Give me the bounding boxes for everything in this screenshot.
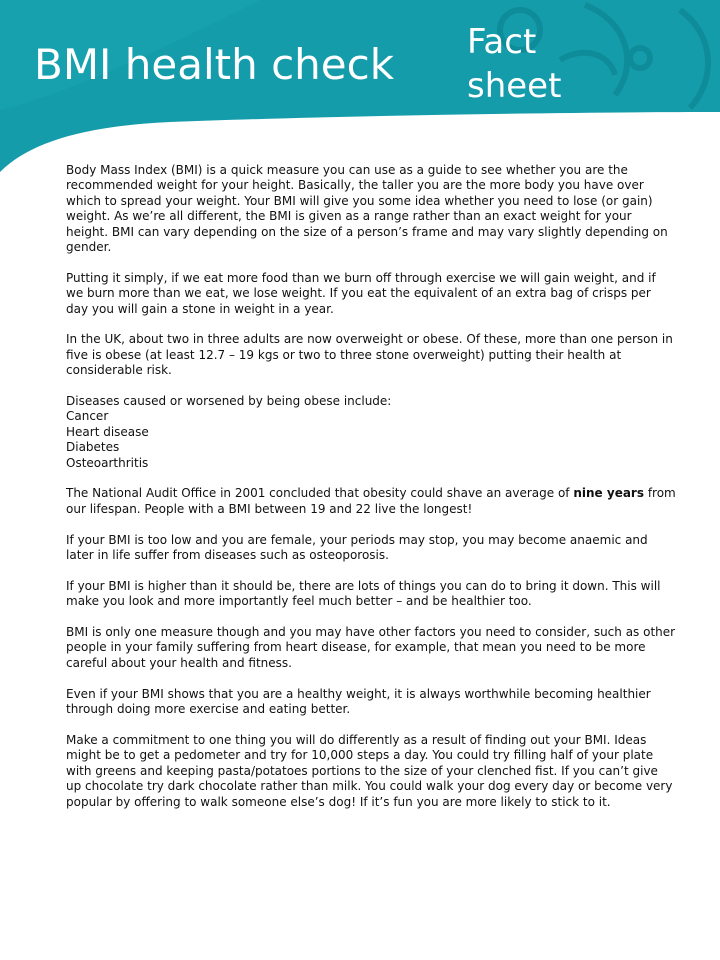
disease-item-osteoarthritis: Osteoarthritis xyxy=(66,455,149,470)
disease-item-cancer: Cancer xyxy=(66,409,109,424)
paragraph-lifespan xyxy=(66,486,676,517)
header-banner xyxy=(0,0,720,175)
lifespan-text-start: The National Audit Office in 2001 concluded that obesity could shave an average of xyxy=(66,486,574,501)
paragraph-high-bmi: If your BMI is higher than it should be, there are lots of things you can do to bring it down. This will make you look and more importantly feel much better – and be healthier too. xyxy=(66,578,661,609)
paragraph-low-bmi: If your BMI is too low and you are female, your periods may stop, you may become anaemic and later in life suffer from diseases such as osteoporosis. xyxy=(66,532,648,563)
disease-item-heart-disease: Heart disease xyxy=(66,424,149,439)
fact-sheet-label xyxy=(467,20,617,108)
diseases-list xyxy=(66,409,676,471)
lifespan-highlight: nine years xyxy=(573,486,644,501)
paragraph-uk-statistics: In the UK, about two in three adults are now overweight or obese. Of these, more than one person in five is obese (at least 12.7 – 19 kgs or two to three stone overweight) putting their health at considerable risk. xyxy=(66,332,673,378)
paragraph-commitment: Make a commitment to one thing you will do differently as a result of finding out your BMI. Ideas might be to get a pedometer and try for 10,000 steps a day. You could try filling half of your plate with greens and keeping pasta/potatoes portions to the size of your clenched fist. If you can’t give up chocolate try dark chocolate rather than milk. You could walk your dog every day or become very popular by offering to walk someone else’s dog! If it’s fun you are more likely to stick to it. xyxy=(66,732,673,809)
diseases-intro: Diseases caused or worsened by being obese include: xyxy=(66,394,392,409)
lifespan-text-end: from our lifespan. People with a BMI between 19 and 22 live the longest! xyxy=(66,486,676,516)
paragraph-other-factors: BMI is only one measure though and you may have other factors you need to consider, such as other people in your family suffering from heart disease, for example, that mean you need to be more careful about your health and fitness. xyxy=(66,625,676,670)
paragraph-weight-gain: Putting it simply, if we eat more food than we burn off through exercise we will gain weight, and if we burn more than we eat, we lose weight. If you eat the equivalent of an extra bag of crisps per day you will gain a stone in weight in a year. xyxy=(66,270,656,316)
page-title: BMI health check xyxy=(34,40,395,89)
fact-sheet-line-1: Fact xyxy=(467,22,537,62)
paragraph-bmi-definition: Body Mass Index (BMI) is a quick measure you can use as a guide to see whether you are the recommended weight for your height. Basically, the taller you are the more body you have over which to spread your weight. Your BMI will give you some idea whether you need to lose (or gain) weight. As we’re all different, the BMI is given as a range rather than an exact weight for your height. BMI can vary depending on the size of a person’s frame and may vary slightly depending on gender. xyxy=(66,163,668,255)
disease-item-diabetes: Diabetes xyxy=(66,440,120,455)
paragraph-healthy-weight: Even if your BMI shows that you are a healthy weight, it is always worthwhile becoming healthier through doing more exercise and eating better. xyxy=(66,686,651,717)
fact-sheet-body xyxy=(66,163,676,825)
fact-sheet-line-2: sheet xyxy=(467,66,562,107)
